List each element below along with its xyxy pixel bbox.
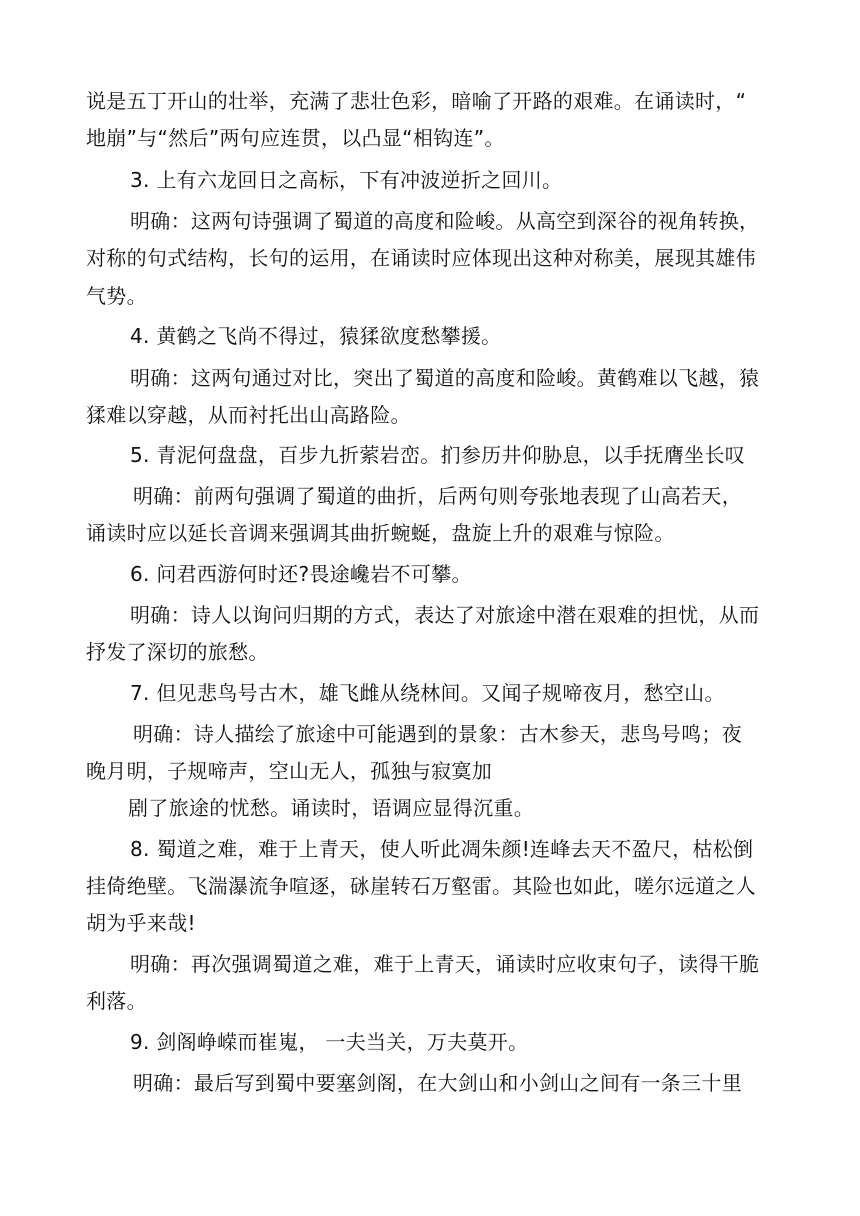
item-heading-7: 7. 但见悲鸟号古木，雄飞雌从绕林间。又闻子规啼夜月，愁空山。 (130, 681, 725, 705)
text-line: 说是五丁开山的壮举，充满了悲壮色彩，暗喻了开路的艰难。在诵读时，“ (86, 89, 747, 113)
answer-line: 明确：最后写到蜀中要塞剑阁，在大剑山和小剑山之间有一条三十里 (133, 1071, 742, 1095)
text-line: 气势。 (86, 284, 147, 308)
text-line: 地崩”与“然后”两句应连贯，以凸显“相钩连”。 (86, 126, 505, 150)
item-heading-4: 4. 黄鹤之飞尚不得过，猿猱欲度愁攀援。 (130, 324, 502, 348)
item-heading-8: 8. 蜀道之难，难于上青天，使人听此凋朱颜!连峰去天不盈尺，枯松倒 (130, 837, 754, 861)
answer-line: 明确：诗人描绘了旅途中可能遇到的景象：古木参天，悲鸟号鸣；夜 (133, 722, 742, 746)
text-line: 猱难以穿越，从而衬托出山高路险。 (86, 403, 411, 427)
text-line: 抒发了深切的旅愁。 (86, 640, 269, 664)
answer-line: 明确：再次强调蜀道之难，难于上青天，诵读时应收束句子，读得干脆 (130, 952, 760, 976)
text-line: 胡为乎来哉! (86, 911, 196, 935)
item-heading-6: 6. 问君西游何时还?畏途巉岩不可攀。 (130, 562, 472, 586)
text-line: 利落。 (86, 989, 147, 1013)
item-heading-5: 5. 青泥何盘盘，百步九折萦岩峦。扪参历井仰胁息，以手抚膺坐长叹 (130, 443, 746, 467)
item-heading-9: 9. 剑阁峥嵘而崔嵬， 一夫当关，万夫莫开。 (130, 1030, 529, 1054)
answer-line: 明确：这两句通过对比，突出了蜀道的高度和险峻。黄鹤难以飞越，猿 (130, 366, 760, 390)
text-line: 剧了旅途的忧愁。诵读时，语调应显得沉重。 (128, 796, 534, 820)
answer-line: 明确：这两句诗强调了蜀道的高度和险峻。从高空到深谷的视角转换， (130, 209, 760, 233)
text-line: 诵读时应以延长音调来强调其曲折蜿蜒，盘旋上升的艰难与惊险。 (86, 521, 675, 545)
item-heading-3: 3. 上有六龙回日之高标，下有冲波逆折之回川。 (130, 168, 563, 192)
text-line: 晚月明，子规啼声，空山无人，孤独与寂寞加 (86, 759, 492, 783)
answer-line: 明确：诗人以询问归期的方式，表达了对旅途中潜在艰难的担忧，从而 (130, 603, 760, 627)
text-line: 对称的句式结构，长句的运用，在诵读时应体现出这种对称美，展现其雄伟 (86, 246, 756, 270)
answer-line: 明确：前两句强调了蜀道的曲折，后两句则夸张地表现了山高若天， (133, 484, 742, 508)
text-line: 挂倚绝壁。飞湍瀑流争喧逐，砯崖转石万壑雷。其险也如此，嗟尔远道之人 (86, 874, 756, 898)
